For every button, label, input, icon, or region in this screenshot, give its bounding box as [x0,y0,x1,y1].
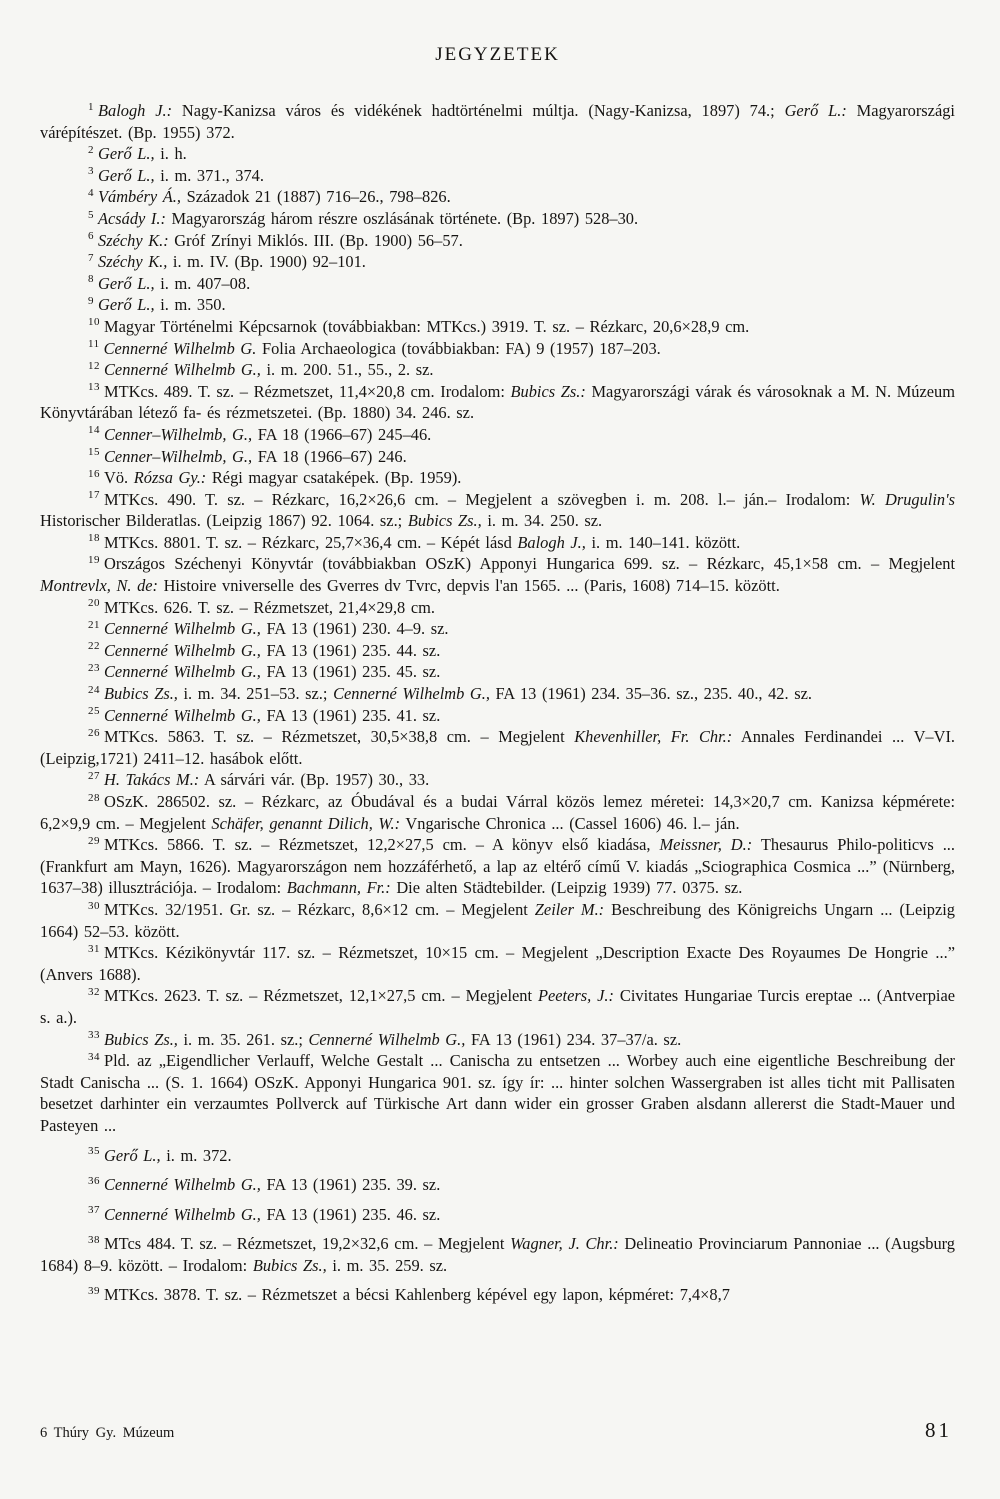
note-item [40,791,955,834]
note-text: i. m. 407–08. [154,273,251,293]
note-text: A sárvári vár. (Bp. 1957) 30., 33. [199,770,430,790]
note-item [40,985,955,1028]
note-text: Régi magyar csataképek. (Bp. 1959). [206,468,462,488]
note-text: MTKcs. 32/1951. Gr. sz. – Rézkarc, 8,6×12 cm. – Megjelent [104,899,535,919]
note-number: 36 [88,1174,100,1187]
note-number: 33 [88,1029,100,1042]
note-author: Montrevlx, N. de: [40,576,158,596]
note-author: Balogh J., [517,532,586,552]
note-text: Historischer Bilderatlas. (Leipzig 1867) 92. 1064. sz.; [40,511,408,531]
note-author: Gerő L., [98,295,155,315]
note-number: 31 [88,942,100,955]
notes-list [40,100,955,1306]
note-item [40,165,955,187]
note-item [40,597,955,619]
note-text: FA 13 (1961) 230. 4–9. sz. [260,619,449,639]
note-item [40,683,955,705]
note-text: Országos Széchenyi Könyvtár (továbbiakban OSzK) Apponyi Hungarica 699. sz. – Rézkarc, 45,1×58 cm. – Megjelent [104,554,955,574]
note-text: Folia Archaeologica (továbbiakban: FA) 9 (1957) 187–203. [256,338,661,358]
note-text: Histoire vniverselle des Gverres dv Tvrc, depvis l'an 1565. ... (Paris, 1608) 714–15. között. [158,576,780,596]
note-item [40,640,955,662]
note-text: i. m. 35. 261. sz.; [177,1029,309,1049]
note-text: MTKcs. 5866. T. sz. – Rézmetszet, 12,2×27,5 cm. – A könyv első kiadása, [104,835,660,855]
note-item [40,1284,955,1306]
note-number: 28 [88,791,100,804]
note-author: Peeters, J.: [537,986,614,1006]
note-text: i. m. 140–141. között. [585,532,741,552]
note-text: i. m. 35. 259. sz. [326,1255,448,1275]
footer-signature: 6 Thúry Gy. Múzeum [40,1425,175,1441]
note-text: Pld. az „Eigendlicher Verlauff, Welche Gestalt ... Canischa zu entsetzen ... Worbey auch eine eigentliche Beschreibung der Stadt Canischa ... (S. 1. 1664) OSzK. Apponyi Hungarica 901. sz. így ír: ... hinter solchen Wassergraben ist alles ticht mit Pallisaten besetzet darhinter ein verzaumtes Pollverck auf Türkische Art dann wider ein grosser Graben alsdann allererst die Stadt-Mauer und Pasteyen ... [40,1051,955,1135]
page-footer [40,1418,952,1443]
note-author: Schäfer, genannt Dilich, W.: [211,813,401,833]
note-number: 11 [88,338,100,351]
note-author: Széchy K., [98,252,168,272]
note-number: 26 [88,726,100,739]
note-item [40,489,955,532]
note-item [40,424,955,446]
note-number: 10 [88,316,100,329]
note-item [40,186,955,208]
note-number: 25 [88,705,100,718]
note-author: Cennerné Wilhelmb G., [104,640,261,660]
note-author: Cennerné Wilhelmb G., [104,662,261,682]
note-text: i. m. 372. [160,1145,232,1165]
note-text: MTKcs. 490. T. sz. – Rézkarc, 16,2×26,6 cm. – Megjelent a szövegben i. m. 208. l.– ján.– Irodalom: [104,489,860,509]
note-item [40,143,955,165]
note-number: 3 [88,165,94,178]
note-number: 12 [88,359,100,372]
note-author: Cennerné Wilhelmb G., [104,705,261,725]
note-author: Cennerné Wilhelmb G., [104,1204,261,1224]
note-text: FA 13 (1961) 234. 37–37/a. sz. [465,1029,682,1049]
note-number: 4 [88,186,94,199]
note-author: Cenner–Wilhelmb, G., [104,424,253,444]
note-text: Vö. [104,468,134,488]
note-number: 37 [88,1204,100,1217]
note-item [40,446,955,468]
note-item [40,1174,955,1196]
note-text: Beschreibung des Königreichs Ungarn ... (Leipzig 1664) 52–53. között. [40,899,956,941]
note-item [40,532,955,554]
note-author: Bubics Zs., [252,1255,327,1275]
note-text: Századok 21 (1887) 716–26., 798–826. [180,187,451,207]
note-number: 17 [88,489,100,502]
note-author: Cennerné Wilhelmb G., [333,684,490,704]
note-author: Khevenhiller, Fr. Chr.: [574,727,733,747]
note-author: Cennerné Wilhelmb G., [104,360,261,380]
note-text: Die alten Städtebilder. (Leipzig 1939) 77. 0375. sz. [390,878,743,898]
note-item [40,100,955,143]
note-number: 39 [88,1285,100,1297]
note-number: 29 [88,834,100,847]
note-number: 34 [88,1050,100,1063]
note-number: 21 [88,618,100,631]
note-text: i. m. 34. 250. sz. [481,511,603,531]
note-author: Gerő L., [104,1145,161,1165]
note-item [40,834,955,899]
note-number: 24 [88,683,100,696]
note-number: 6 [88,230,94,243]
note-text: FA 13 (1961) 235. 39. sz. [260,1175,441,1195]
note-text: i. m. 200. 51., 55., 2. sz. [260,360,434,380]
note-number: 23 [88,661,100,674]
note-text: FA 13 (1961) 235. 46. sz. [260,1204,441,1224]
note-number: 19 [88,554,100,566]
note-text: i. m. IV. (Bp. 1900) 92–101. [167,252,366,272]
note-item [40,1145,955,1167]
note-item [40,316,955,338]
note-item [40,553,955,596]
note-text: MTKcs. Kézikönyvtár 117. sz. – Rézmetszet, 10×15 cm. – Megjelent „Description Exacte Des Royaumes De Hongrie ...” (Anvers 1688). [40,943,955,984]
note-number: 7 [88,251,94,264]
note-text: MTKcs. 8801. T. sz. – Rézkarc, 25,7×36,4 cm. – Képét lásd [104,532,518,552]
note-text: FA 13 (1961) 234. 35–36. sz., 235. 40., 42. sz. [489,684,812,704]
note-author: Zeiler M.: [534,899,605,919]
note-number: 35 [88,1145,100,1158]
note-author: Bubics Zs.: [510,381,586,401]
note-item [40,338,955,360]
page-title: JEGYZETEK [435,44,560,65]
note-number: 2 [88,143,94,156]
note-text: MTKcs. 2623. T. sz. – Rézmetszet, 12,1×27,5 cm. – Megjelent [104,986,538,1006]
note-item [40,1204,955,1226]
note-text: OSzK. 286502. sz. – Rézkarc, az Óbudával és a budai Várral közös lemez méretei: 14,3×20,7 cm. Kanizsa képmérete: 6,2×9,9 cm. – Megjelent [40,792,955,833]
note-number: 20 [88,597,100,610]
note-author: Cennerné Wilhelmb G. [103,338,257,358]
note-item [40,726,955,769]
note-text: MTKcs. 3878. T. sz. – Rézmetszet a bécsi Kahlenberg képével egy lapon, képméret: 7,4×8,7 [104,1285,730,1305]
note-text: MTKcs. 5863. T. sz. – Rézmetszet, 30,5×38,8 cm. – Megjelent [104,727,575,747]
note-author: Meissner, D.: [659,835,753,855]
note-author: Bubics Zs., [104,684,178,704]
note-text: Nagy-Kanizsa város és vidékének hadtörténelmi múltja. (Nagy-Kanizsa, 1897) 74.; [172,101,785,120]
note-text: FA 13 (1961) 235. 44. sz. [260,640,441,660]
note-number: 13 [88,381,100,394]
note-item [40,942,955,985]
note-author: Cenner–Wilhelmb, G., [104,446,253,466]
note-author: Bubics Zs., [104,1029,178,1049]
note-text: i. h. [154,144,187,164]
note-item [40,899,955,942]
note-item [40,769,955,791]
note-number: 38 [88,1233,100,1246]
note-text: i. m. 34. 251–53. sz.; [177,684,334,704]
note-text: MTcs 484. T. sz. – Rézmetszet, 19,2×32,6 cm. – Megjelent [104,1234,511,1254]
note-text: Magyarország három részre oszlásának története. (Bp. 1897) 528–30. [165,208,639,228]
note-text: MTKcs. 626. T. sz. – Rézmetszet, 21,4×29,8 cm. [104,597,435,617]
note-author: Rózsa Gy.: [133,468,207,488]
note-number: 16 [88,467,100,480]
note-text: Annales Ferdinandei ... V–VI. (Leipzig,1721) 2411–12. hasábok előtt. [40,727,955,768]
note-author: H. Takács M.: [104,770,200,790]
note-author: W. Drugulin's [859,489,955,509]
note-number: 5 [88,208,94,221]
note-item [40,467,955,489]
note-text: Vngarische Chronica ... (Cassel 1606) 46. l.– ján. [400,813,740,833]
note-item [40,273,955,295]
note-text: Thesaurus Philo-politicvs ... (Frankfurt am Mayn, 1626). Magyarországon nem hozzáférhető, a lap az eltérő című V. kiadás „Sciographica Cosmica ...” (Nürnberg, 1637–38) illusztrációja. – Irodalom: [40,835,955,898]
note-text: FA 18 (1966–67) 246. [252,446,407,466]
note-item [40,251,955,273]
note-author: Vámbéry Á., [98,187,181,207]
note-text: FA 18 (1966–67) 245–46. [252,424,432,444]
note-number: 27 [88,769,100,782]
note-author: Cennerné Wilhelmb G., [308,1029,466,1049]
note-number: 1 [88,100,94,113]
note-author: Gerő L., [98,273,155,293]
note-author: Balogh J.: [98,101,173,120]
note-item [40,705,955,727]
note-item [40,661,955,683]
note-text: Magyar Történelmi Képcsarnok (továbbiakban: MTKcs.) 3919. T. sz. – Rézkarc, 20,6×28,9 cm. [104,316,750,336]
note-author: Wagner, J. Chr.: [510,1234,619,1254]
note-text: Gróf Zrínyi Miklós. III. (Bp. 1900) 56–57. [168,230,463,250]
note-text: i. m. 350. [154,295,226,315]
note-item [40,294,955,316]
note-author: Cennerné Wilhelmb G., [104,1175,261,1195]
note-number: 8 [88,273,94,286]
note-number: 14 [88,424,100,437]
note-author: Gerő L., [98,165,155,185]
note-author: Gerő L., [98,144,155,164]
note-item [40,208,955,230]
note-text: FA 13 (1961) 235. 45. sz. [260,662,441,682]
note-text: FA 13 (1961) 235. 41. sz. [260,705,441,725]
note-item [40,359,955,381]
note-text: i. m. 371., 374. [154,165,264,185]
note-text: Magyarországi várak és városoknak a M. N. Múzeum Könyvtárában létező fa- és rézmetszetei. (Bp. 1880) 34. 246. sz. [40,381,955,423]
note-number: 30 [88,899,100,912]
note-author: Cennerné Wilhelmb G., [104,619,261,639]
note-item [40,381,955,424]
note-item [40,1233,955,1276]
note-text: Magyarországi várépítészet. (Bp. 1955) 372. [40,101,955,142]
note-author: Acsády I.: [98,208,166,228]
note-number: 15 [88,446,100,459]
note-item [40,618,955,640]
note-text: MTKcs. 489. T. sz. – Rézmetszet, 11,4×20,8 cm. Irodalom: [104,381,511,401]
note-number: 18 [88,532,100,545]
note-author: Gerő L.: [784,101,847,120]
note-author: Bachmann, Fr.: [286,878,391,898]
note-number: 32 [88,985,100,998]
note-item [40,1050,955,1136]
note-text: Civitates Hungariae Turcis ereptae ... (Antverpiae s. a.). [40,986,955,1027]
note-item [40,230,955,252]
note-author: Bubics Zs., [407,511,482,531]
note-number: 9 [88,294,94,307]
page-number: 81 [925,1418,952,1442]
note-number: 22 [88,640,100,653]
note-author: Széchy K.: [98,230,169,250]
note-item [40,1029,955,1051]
note-text: Delineatio Provinciarum Pannoniae ... (Augsburg 1684) 8–9. között. – Irodalom: [40,1234,955,1275]
